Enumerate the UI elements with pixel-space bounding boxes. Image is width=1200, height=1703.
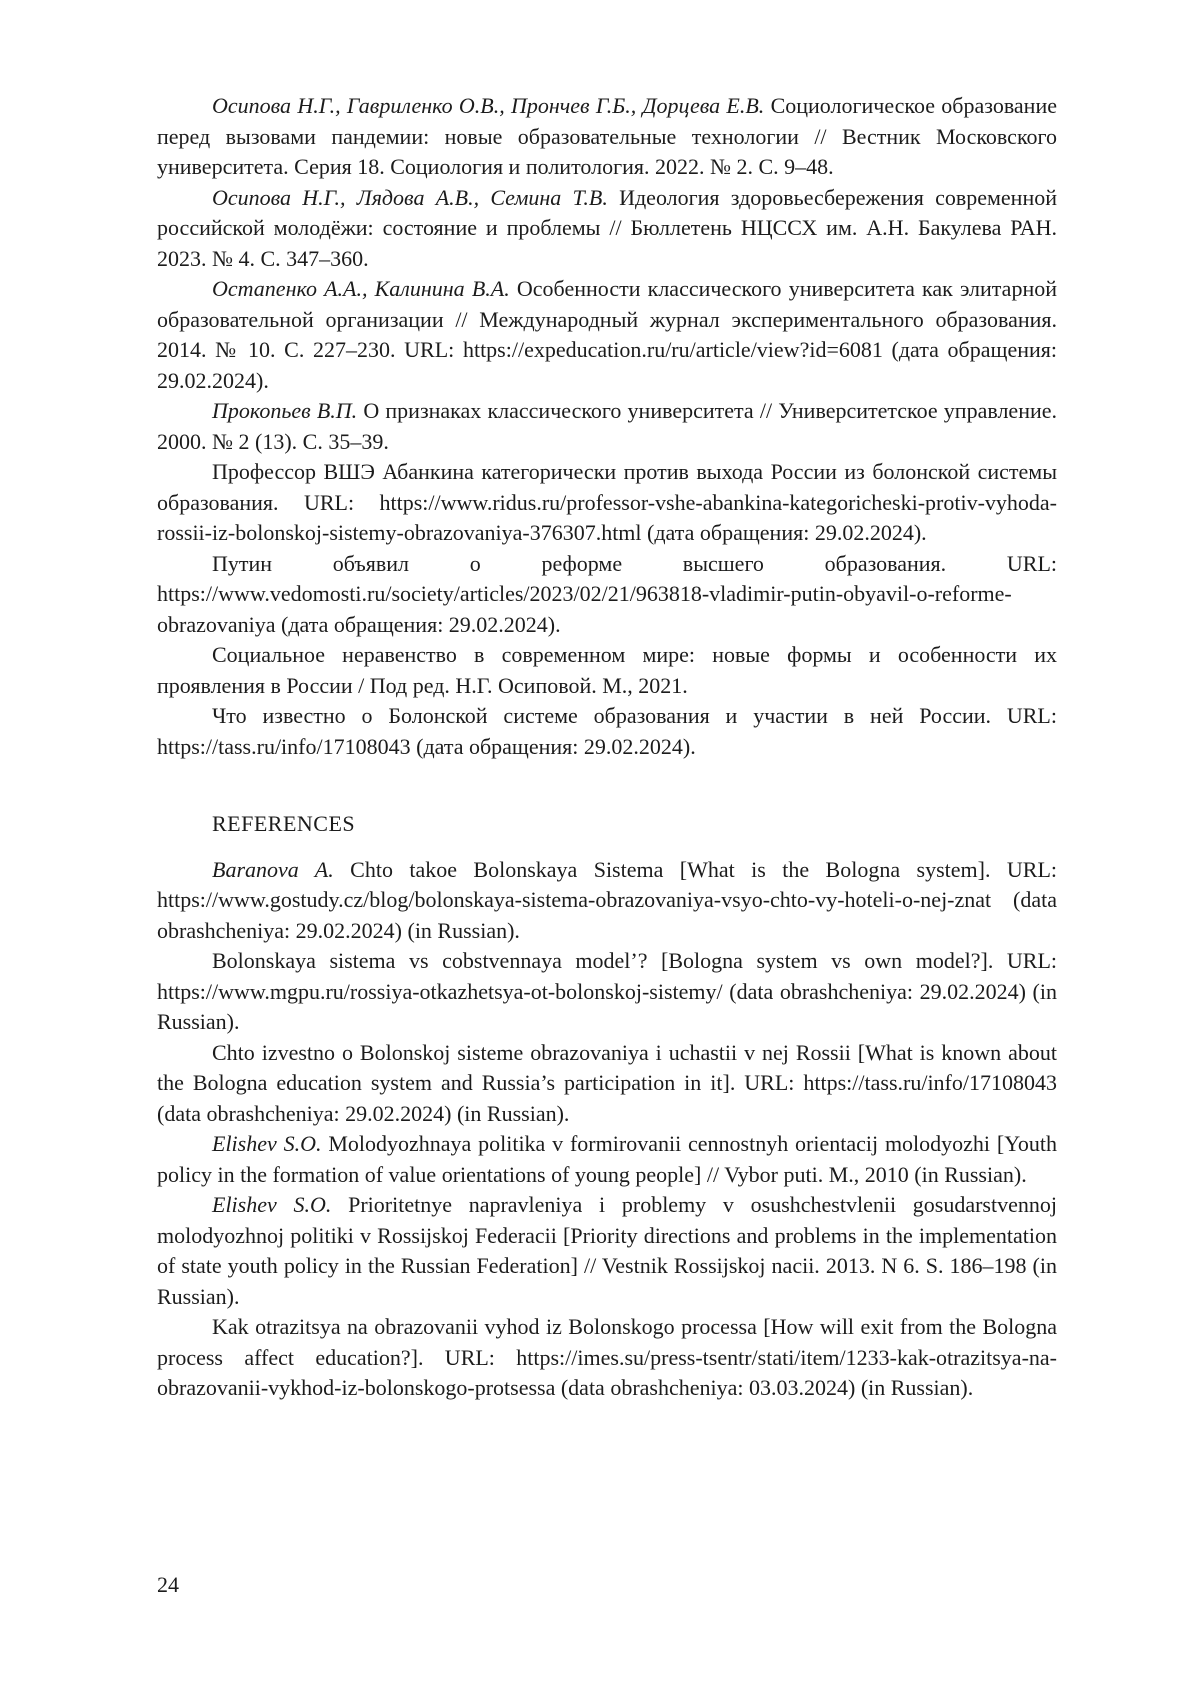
- reference-entry: [157, 855, 1057, 947]
- entry-text: Идеология здоровьесбережения современной российской молодёжи: состояние и проблемы // Бюллетень НЦССХ им. А.Н. Бакулева РАН. 2023. № 4. С. 347–360.: [157, 184, 1057, 271]
- bibliography-entry: [157, 457, 1057, 549]
- entry-text: Bolonskaya sistema vs cobstvennaya model’? [Bologna system vs own model?]. URL: https://www.mgpu.ru/rossiya-otkazhetsya-ot-bolonskoj-sistemy/ (data obrashcheniya: 29.02.2024) (in Russian).: [157, 948, 1057, 1034]
- page-number: 24: [157, 1572, 179, 1597]
- entry-text: Molodyozhnaya politika v formirovanii cennostnyh orientacij molodyozhi [Youth policy in the formation of value orientations of young people] // Vybor puti. M., 2010 (in Russian).: [157, 1131, 1057, 1187]
- bibliography-entry: [157, 183, 1057, 275]
- entry-text: Особенности классического университета как элитарной образовательной организации // Международный журнал экспериментального образования. 2014. № 10. С. 227–230. URL: https://expeducation.ru/ru/article/view?id=6081 (дата обращения: 29.02.2024).: [157, 276, 1057, 393]
- entry-text: Путин объявил о реформе высшего образования. URL: https://www.vedomosti.ru/society/articles/2023/02/21/963818-vladimir-putin-obyavil-o-reforme-obrazovaniya (дата обращения: 29.02.2024).: [157, 550, 1057, 637]
- reference-entry: [157, 1129, 1057, 1190]
- bibliography-section: [157, 91, 1057, 762]
- entry-text: Что известно о Болонской системе образования и участии в ней России. URL: https://tass.ru/info/17108043 (дата обращения: 29.02.2024).: [157, 703, 1057, 759]
- bibliography-entry: [157, 549, 1057, 641]
- entry-text: Chto izvestno o Bolonskoj sisteme obrazovaniya i uchastii v nej Rossii [What is known about the Bologna education system and Russia’s participation in it]. URL: https://tass.ru/info/17108043 (data obrashcheniya: 29.02.2024) (in Russian).: [157, 1039, 1057, 1126]
- entry-text: Prioritetnye napravleniya i problemy v osushchestvlenii gosudarstvennoj molodyozhnoj politiki v Rossijskoj Federacii [Priority directions and problems in the implementation of state youth policy in the Russian Federation] // Vestnik Rossijskoj nacii. 2013. N 6. S. 186–198 (in Russian).: [157, 1192, 1057, 1309]
- reference-entry: [157, 1312, 1057, 1404]
- entry-text: Kak otrazitsya na obrazovanii vyhod iz Bolonskogo processa [How will exit from the Bologna process affect education?]. URL: https://imes.su/press-tsentr/stati/item/1233-kak-otrazitsya-na-obrazovanii-vykhod-iz-bolonskogo-protsessa (data obrashcheniya: 03.03.2024) (in Russian).: [157, 1314, 1057, 1400]
- entry-text: Социологическое образование перед вызовами пандемии: новые образовательные технологии // Вестник Московского университета. Серия 18. Социология и политология. 2022. № 2. С. 9–48.: [157, 93, 1057, 179]
- reference-entry: [157, 1190, 1057, 1312]
- bibliography-entry: [157, 640, 1057, 701]
- entry-text: Chto takoe Bolonskaya Sistema [What is the Bologna system]. URL: https://www.gostudy.cz/blog/bolonskaya-sistema-obrazovaniya-vsyo-chto-vy-hoteli-o-nej-znat (data obrashcheniya: 29.02.2024) (in Russian).: [157, 856, 1057, 943]
- entry-authors: Осипова Н.Г., Лядова А.В., Семина Т.В.: [212, 184, 608, 210]
- entry-authors: Прокопьев В.П.: [212, 398, 358, 423]
- bibliography-entry: [157, 701, 1057, 762]
- entry-authors: Elishev S.O.: [212, 1192, 332, 1217]
- bibliography-entry: [157, 91, 1057, 183]
- page-content: [157, 91, 1057, 1404]
- entry-authors: Elishev S.O.: [212, 1131, 322, 1156]
- bibliography-entry: [157, 274, 1057, 396]
- entry-text: Профессор ВШЭ Абанкина категорически против выхода России из болонской системы образования. URL: https://www.ridus.ru/professor-vshe-abankina-kategoricheski-protiv-vyhoda-rossii-iz-bolonskoj-sistemy-obrazovaniya-376307.html (дата обращения: 29.02.2024).: [157, 459, 1057, 545]
- reference-entry: [157, 946, 1057, 1038]
- bibliography-entry: [157, 396, 1057, 457]
- entry-authors: Осипова Н.Г., Гавриленко О.В., Прончев Г.Б., Дорцева Е.В.: [212, 93, 765, 118]
- reference-entry: [157, 1038, 1057, 1130]
- entry-authors: Baranova A.: [212, 856, 334, 882]
- entry-text: О признаках классического университета // Университетское управление. 2000. № 2 (13). С. 35–39.: [157, 398, 1057, 454]
- entry-text: Социальное неравенство в современном мире: новые формы и особенности их проявления в России / Под ред. Н.Г. Осиповой. М., 2021.: [157, 642, 1057, 698]
- references-heading: REFERENCES: [212, 811, 356, 836]
- entry-authors: Остапенко А.А., Калинина В.А.: [212, 276, 510, 301]
- references-section: [157, 855, 1057, 1404]
